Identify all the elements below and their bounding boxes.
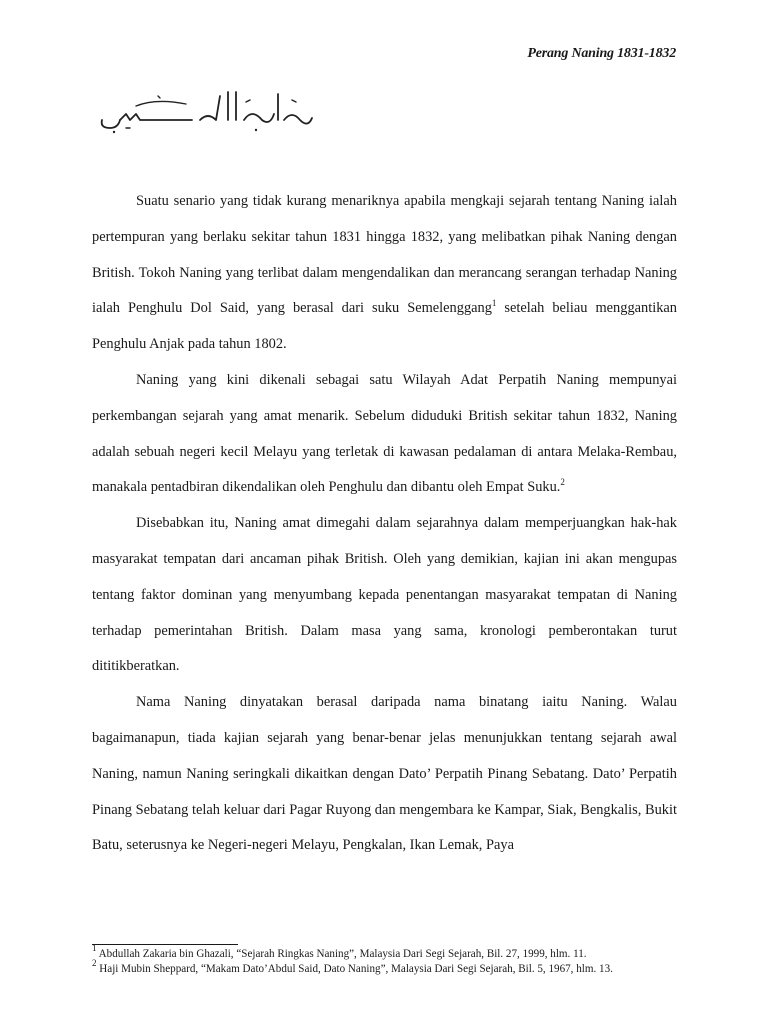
paragraph-4: Nama Naning dinyatakan berasal daripada nama binatang iaitu Naning. Walau bagaimanapun, tiada kajian sejarah yang benar-benar jelas menunjukkan tentang sejarah awal Naning, namun Naning seringkali dikaitkan dengan Dato’ Perpatih Pinang Sebatang. Dato’ Perpatih Pinang Sebatang telah keluar dari Pagar Ruyong dan mengembara ke Kampar, Siak, Bengkalis, Bukit Batu, seterusnya ke Negeri-negeri Melayu, Pengkalan, Ikan Lemak, Paya — [92, 694, 677, 854]
running-header: Perang Naning 1831-1832 — [527, 46, 676, 61]
paragraph-1-tail: setelah beliau menggantikan Penghulu Anjak pada tahun 1802. — [92, 300, 677, 353]
footnote-number-2: 2 — [92, 958, 97, 968]
footnote-number-1: 1 — [92, 943, 97, 953]
paragraph-2 — [92, 363, 677, 506]
paragraph-1-text: Suatu senario yang tidak kurang menariknya apabila mengkaji sejarah tentang Naning ialah pertempuran yang berlaku sekitar tahun 1831 hingga 1832, yang melibatkan pihak Naning dengan British. Tokoh Naning yang terlibat dalam mengendalikan dan merancang serangan terhadap Naning ialah Penghulu Dol Said, yang berasal dari suku Semelenggang — [92, 193, 677, 317]
paragraph-1 — [92, 184, 677, 363]
body-text — [92, 184, 677, 864]
paragraph-2-text: Naning yang kini dikenali sebagai satu Wilayah Adat Perpatih Naning mempunyai perkembangan sejarah yang amat menarik. Sebelum diduduki British sekitar tahun 1832, Naning adalah sebuah negeri kecil Melayu yang terletak di kawasan pedalaman di antara Melaka-Rembau, manakala pentadbiran dikendalikan oleh Penghulu dan dibantu oleh Empat Suku. — [92, 371, 677, 496]
bismillah-calligraphy-icon — [96, 84, 316, 134]
footnote-ref-1: 1 — [491, 298, 497, 309]
footnotes — [92, 943, 682, 977]
footnote-divider — [92, 944, 238, 945]
paragraph-3: Disebabkan itu, Naning amat dimegahi dalam sejarahnya dalam memperjuangkan hak-hak masyarakat tempatan dari ancaman pihak British. Oleh yang demikian, kajian ini akan mengupas tentang faktor dominan yang menyumbang kepada penentangan masyarakat tempatan di Naning terhadap pemerintahan British. Dalam masa yang sama, kronologi pemberontakan turut dititikberatkan. — [92, 515, 677, 675]
footnote-ref-2: 2 — [560, 477, 565, 488]
footnote-2-text: Haji Mubin Sheppard, “Makam Dato’Abdul Said, Dato Naning”, Malaysia Dari Segi Sejarah, Bil. 5, 1967, hlm. 13. — [96, 963, 613, 975]
footnote-1 — [92, 943, 682, 962]
footnote-1-text: Abdullah Zakaria bin Ghazali, “Sejarah Ringkas Naning”, Malaysia Dari Segi Sejarah, Bil. 27, 1999, hlm. 11. — [96, 948, 587, 960]
footnote-2 — [92, 958, 682, 977]
